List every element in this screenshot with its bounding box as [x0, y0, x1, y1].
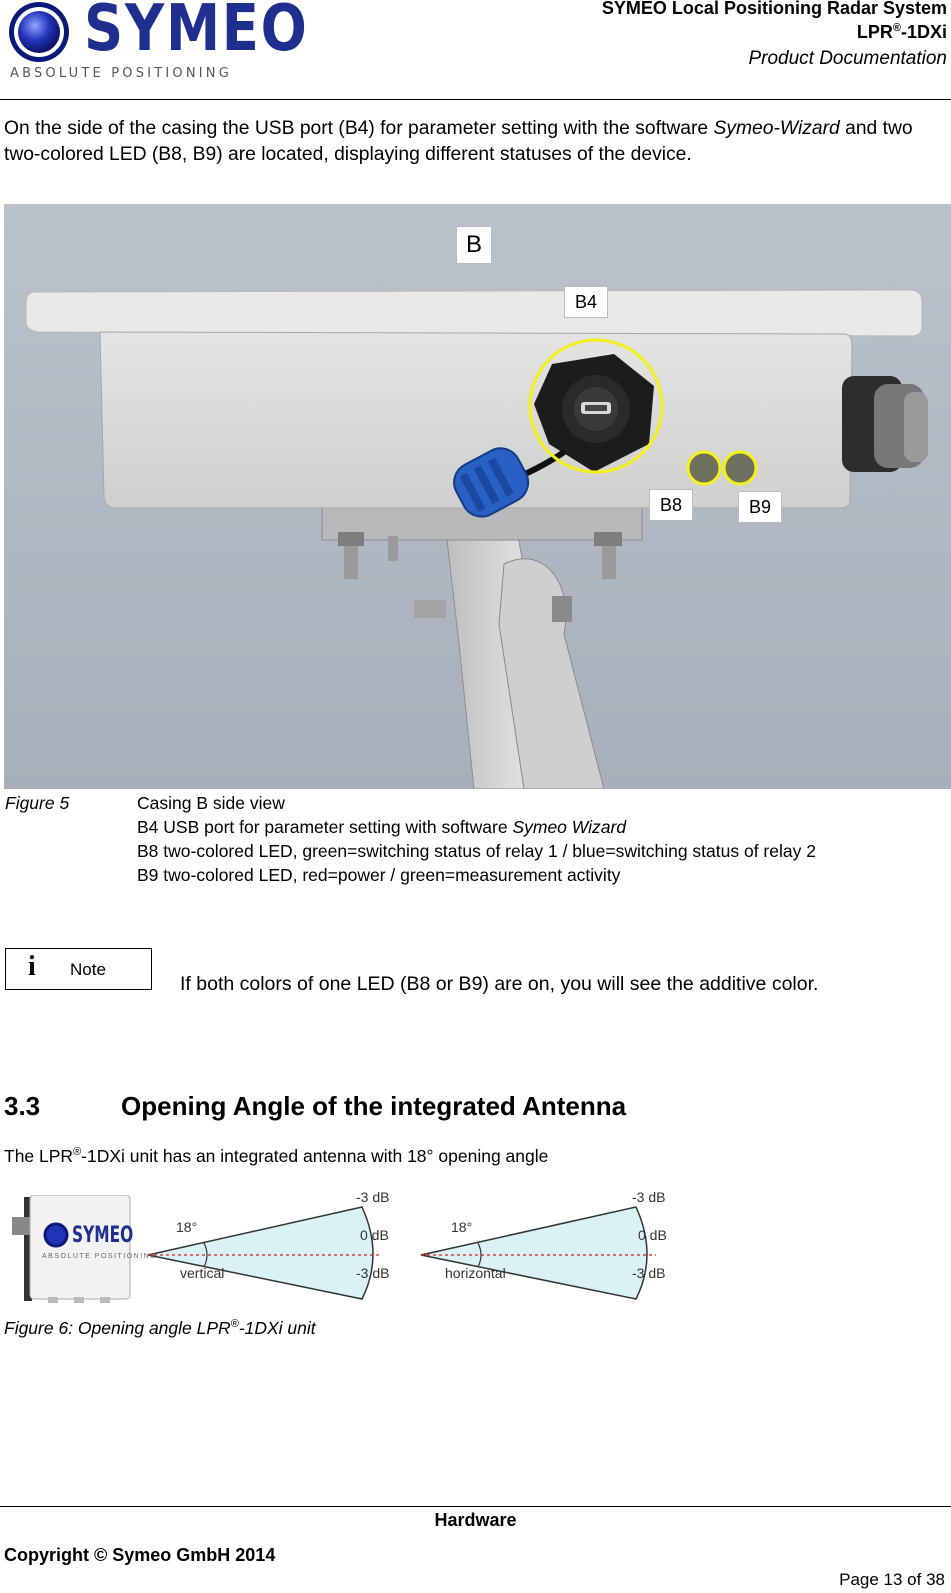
device-logo-tagline: ABSOLUTE POSITIONING [42, 1253, 158, 1260]
logo-tagline: ABSOLUTE POSITIONING [10, 66, 232, 81]
right-mid-db: 0 dB [638, 1227, 667, 1243]
figure5-line1: Casing B side view [137, 793, 285, 813]
left-caption-vertical: vertical [180, 1265, 225, 1281]
figure5-label: Figure 5 [5, 793, 70, 813]
section-title: Opening Angle of the integrated Antenna [121, 1091, 627, 1121]
right-angle-label: 18° [451, 1219, 473, 1235]
note-label: Note [70, 960, 106, 979]
header-rule [0, 99, 951, 100]
figure5-caption [137, 791, 947, 887]
logo-word: SYMEO [84, 0, 309, 66]
figure6-caption-a: Figure 6: Opening angle LPR [4, 1318, 231, 1338]
header-title-line3: Product Documentation [748, 48, 947, 69]
antenna-diagram [8, 1189, 688, 1307]
header-title-line2 [857, 22, 947, 43]
section-body [4, 1146, 548, 1167]
photo-label-b: B [456, 226, 492, 264]
left-angle-label: 18° [176, 1219, 198, 1235]
intro-paragraph [4, 116, 939, 168]
registered-mark: ® [230, 1318, 239, 1331]
right-top-db: -3 dB [632, 1189, 666, 1205]
note-box [5, 948, 152, 990]
footer-copyright: Copyright © Symeo GmbH 2014 [4, 1545, 276, 1565]
casing-illustration [4, 204, 951, 789]
section-number: 3.3 [4, 1091, 41, 1121]
footer-rule [0, 1506, 951, 1507]
registered-mark: ® [892, 22, 901, 34]
header-product-suffix: -1DXi [900, 22, 947, 42]
opening-angle-diagram [8, 1195, 688, 1307]
figure5-line2-text: B4 USB port for parameter setting with software [137, 817, 513, 837]
registered-mark: ® [73, 1146, 82, 1159]
figure5-line4: B9 two-colored LED, red=power / green=measurement activity [137, 865, 621, 885]
figure6-caption-b: -1DXi unit [238, 1318, 316, 1338]
footer-section: Hardware [434, 1510, 517, 1530]
figure6-caption [4, 1318, 316, 1339]
left-bot-db: -3 dB [356, 1265, 390, 1281]
left-mid-db: 0 dB [360, 1227, 389, 1243]
photo-label-b8: B8 [649, 489, 693, 521]
casing-side-photo [4, 204, 951, 789]
device-logo-word: SYMEO [72, 1223, 134, 1248]
figure5-software-name: Symeo Wizard [512, 817, 627, 837]
intro-text-a: On the side of the casing the USB port (B4) for parameter setting with the software [4, 118, 714, 139]
left-top-db: -3 dB [356, 1189, 390, 1205]
right-caption-horizontal: horizontal [445, 1265, 506, 1281]
footer-page-number: Page 13 of 38 [839, 1570, 945, 1589]
header-product-prefix: LPR [856, 22, 893, 42]
photo-label-b9: B9 [738, 491, 782, 523]
section-body-b: -1DXi unit has an integrated antenna with 18° opening angle [81, 1146, 549, 1166]
info-icon: i [28, 951, 36, 982]
figure5-line2 [137, 815, 947, 839]
header-title-line1: SYMEO Local Positioning Radar System [601, 0, 947, 18]
intro-text-b: and two two-colored LED (B8, B9) are located, displaying different statuses of the device. [4, 118, 913, 165]
intro-software-name: Symeo-Wizard [713, 118, 840, 139]
note-text: If both colors of one LED (B8 or B9) are on, you will see the additive color. [180, 973, 819, 995]
photo-label-b4: B4 [564, 286, 608, 318]
figure5-line3: B8 two-colored LED, green=switching status of relay 1 / blue=switching status of relay 2 [137, 841, 816, 861]
section-body-a: The LPR [4, 1146, 74, 1166]
right-bot-db: -3 dB [632, 1265, 666, 1281]
